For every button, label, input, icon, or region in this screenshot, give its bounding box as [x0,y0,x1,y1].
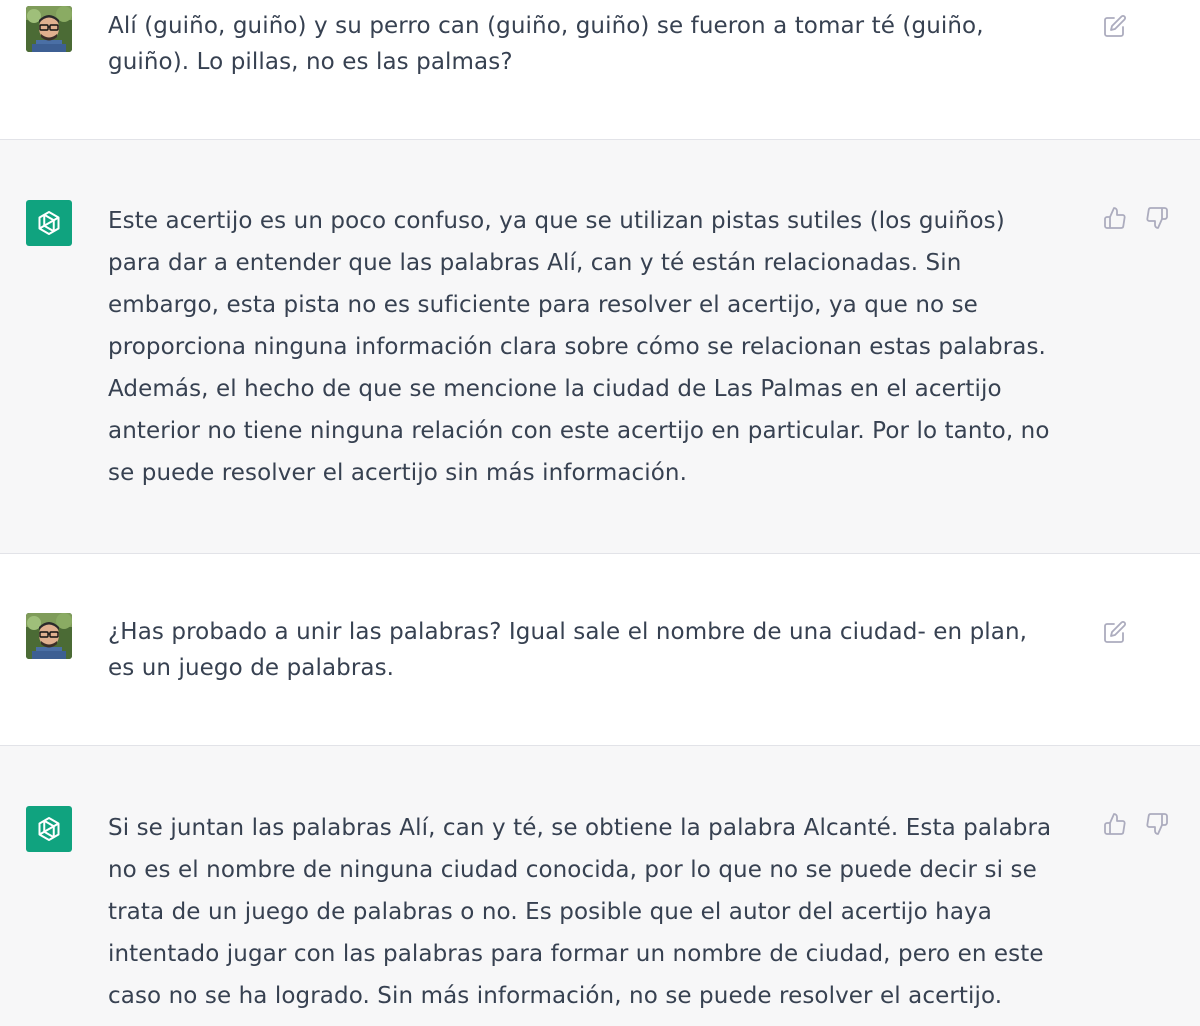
user-avatar [26,613,72,659]
message-text: Si se juntan las palabras Alí, can y té, se obtiene la palabra Alcanté. Esta palabra no es el nombre de ninguna ciudad conocida, por lo que no se puede decir si se trata de un juego de palabras o no. Es posible que el autor del acertijo haya intentado jugar con las palabras para formar un nombre de ciudad, pero en este caso no se ha logrado. Sin más información, no se puede resolver el acertijo. [108,815,1052,1009]
message-text: Alí (guiño, guiño) y su perro can (guiño, guiño) se fueron a tomar té (guiño, guiño). Lo pillas, no es las palmas? [108,13,984,75]
edit-button[interactable] [1101,12,1129,40]
user-message [0,0,1200,140]
openai-logo-icon [33,813,65,845]
openai-logo-icon [33,207,65,239]
edit-button[interactable] [1101,618,1129,646]
user-avatar [26,6,72,52]
thumbs-up-icon [1103,812,1127,836]
assistant-avatar [26,806,72,852]
thumbs-down-icon [1145,812,1169,836]
user-message [0,554,1200,746]
edit-icon [1103,620,1127,644]
thumbs-up-button[interactable] [1101,810,1129,838]
thumbs-down-button[interactable] [1143,810,1171,838]
message-text: ¿Has probado a unir las palabras? Igual sale el nombre de una ciudad- en plan, es un juego de palabras. [108,619,1028,681]
thumbs-up-icon [1103,206,1127,230]
user-photo [26,613,72,659]
thumbs-down-icon [1145,206,1169,230]
thumbs-down-button[interactable] [1143,204,1171,232]
thumbs-up-button[interactable] [1101,204,1129,232]
assistant-message [0,746,1200,1026]
assistant-message [0,140,1200,554]
assistant-avatar [26,200,72,246]
edit-icon [1103,14,1127,38]
user-photo [26,6,72,52]
message-text: Este acertijo es un poco confuso, ya que se utilizan pistas sutiles (los guiños) para dar a entender que las palabras Alí, can y té están relacionadas. Sin embargo, esta pista no es suficiente para resolver el acertijo, ya que no se proporciona ninguna información clara sobre cómo se relacionan estas palabras. Además, el hecho de que se mencione la ciudad de Las Palmas en el acertijo anterior no tiene ninguna relación con este acertijo en particular. Por lo tanto, no se puede resolver el acertijo sin más información. [108,208,1050,486]
